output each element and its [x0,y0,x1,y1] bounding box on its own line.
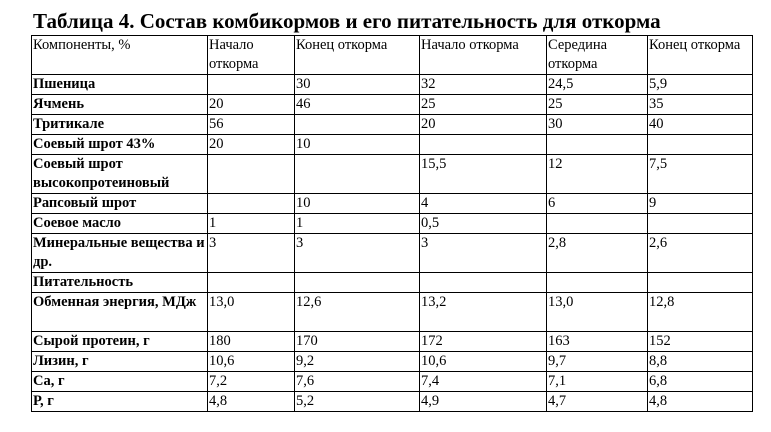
table-cell: 46 [295,95,420,115]
table-cell: 4 [420,194,547,214]
table-cell: 13,2 [420,293,547,332]
row-label: Соевый шрот высокопротеиновый [32,155,208,194]
table-row [32,135,753,155]
table-cell [208,273,295,293]
table-cell: 172 [420,332,547,352]
table-cell: 1 [208,214,295,234]
table-cell: 10,6 [208,352,295,372]
header-cell: Начало откорма [208,36,295,75]
row-label: Ячмень [32,95,208,115]
table-cell: 20 [208,95,295,115]
row-label: Сырой протеин, г [32,332,208,352]
row-label: Тритикале [32,115,208,135]
table-row [32,75,753,95]
table-cell: 163 [547,332,648,352]
table-cell: 2,8 [547,234,648,273]
table-header-row [32,36,753,75]
table-cell: 6,8 [648,372,753,392]
table-cell: 25 [547,95,648,115]
table-cell: 7,5 [648,155,753,194]
table-cell: 20 [208,135,295,155]
table-cell: 5,2 [295,392,420,412]
table-cell [420,135,547,155]
table-cell: 24,5 [547,75,648,95]
table-cell: 4,7 [547,392,648,412]
row-label: Пшеница [32,75,208,95]
header-cell: Конец откорма [648,36,753,75]
table-cell: 2,6 [648,234,753,273]
table-caption: Таблица 4. Состав комбикормов и его питательность для откорма [33,9,661,33]
table-cell: 8,8 [648,352,753,372]
table-cell: 12 [547,155,648,194]
table-cell: 13,0 [208,293,295,332]
table-row [32,273,753,293]
table-cell: 12,6 [295,293,420,332]
feed-composition-table [31,35,753,412]
header-cell: Середина откорма [547,36,648,75]
table-cell [208,75,295,95]
table-cell [208,194,295,214]
table-cell: 15,5 [420,155,547,194]
table-cell [547,273,648,293]
table-row [32,155,753,194]
table-row [32,194,753,214]
table-cell [648,273,753,293]
table-row [32,372,753,392]
row-label: Лизин, г [32,352,208,372]
table-cell [547,135,648,155]
table-cell: 4,8 [208,392,295,412]
table-row [32,392,753,412]
table-cell: 56 [208,115,295,135]
row-label: Минеральные вещества и др. [32,234,208,273]
table-cell: 7,6 [295,372,420,392]
table-cell [295,115,420,135]
table-cell: 10 [295,135,420,155]
table-row [32,293,753,332]
header-cell: Конец откорма [295,36,420,75]
table-cell: 10 [295,194,420,214]
table-cell: 152 [648,332,753,352]
table-cell: 0,5 [420,214,547,234]
row-label: Соевый шрот 43% [32,135,208,155]
table-cell: 20 [420,115,547,135]
header-cell: Начало откорма [420,36,547,75]
table-cell: 3 [208,234,295,273]
table-cell: 4,8 [648,392,753,412]
table-cell [295,273,420,293]
table-cell: 1 [295,214,420,234]
table-cell: 9,7 [547,352,648,372]
table-cell: 7,4 [420,372,547,392]
table-cell: 170 [295,332,420,352]
table-cell: 9 [648,194,753,214]
table-cell: 5,9 [648,75,753,95]
table-cell: 30 [547,115,648,135]
table-cell [295,155,420,194]
table-cell: 30 [295,75,420,95]
table-cell: 3 [295,234,420,273]
table-cell: 3 [420,234,547,273]
table-cell: 32 [420,75,547,95]
table-cell: 180 [208,332,295,352]
table-cell [648,135,753,155]
header-cell-components: Компоненты, % [32,36,208,75]
table-cell: 7,1 [547,372,648,392]
table-row [32,214,753,234]
table-row [32,352,753,372]
table-row [32,115,753,135]
table-cell: 10,6 [420,352,547,372]
table-cell [420,273,547,293]
table-cell: 25 [420,95,547,115]
table-row [32,234,753,273]
table-cell: 40 [648,115,753,135]
row-label: Р, г [32,392,208,412]
table-cell: 12,8 [648,293,753,332]
row-label: Обменная энергия, МДж [32,293,208,332]
row-label: Са, г [32,372,208,392]
row-label: Питательность [32,273,208,293]
table-row [32,332,753,352]
table-row [32,95,753,115]
row-label: Соевое масло [32,214,208,234]
table-cell: 7,2 [208,372,295,392]
table-cell: 6 [547,194,648,214]
row-label: Рапсовый шрот [32,194,208,214]
table-cell: 4,9 [420,392,547,412]
table-cell [208,155,295,194]
table-cell: 35 [648,95,753,115]
table-cell [648,214,753,234]
table-cell: 9,2 [295,352,420,372]
table-cell [547,214,648,234]
table-cell: 13,0 [547,293,648,332]
